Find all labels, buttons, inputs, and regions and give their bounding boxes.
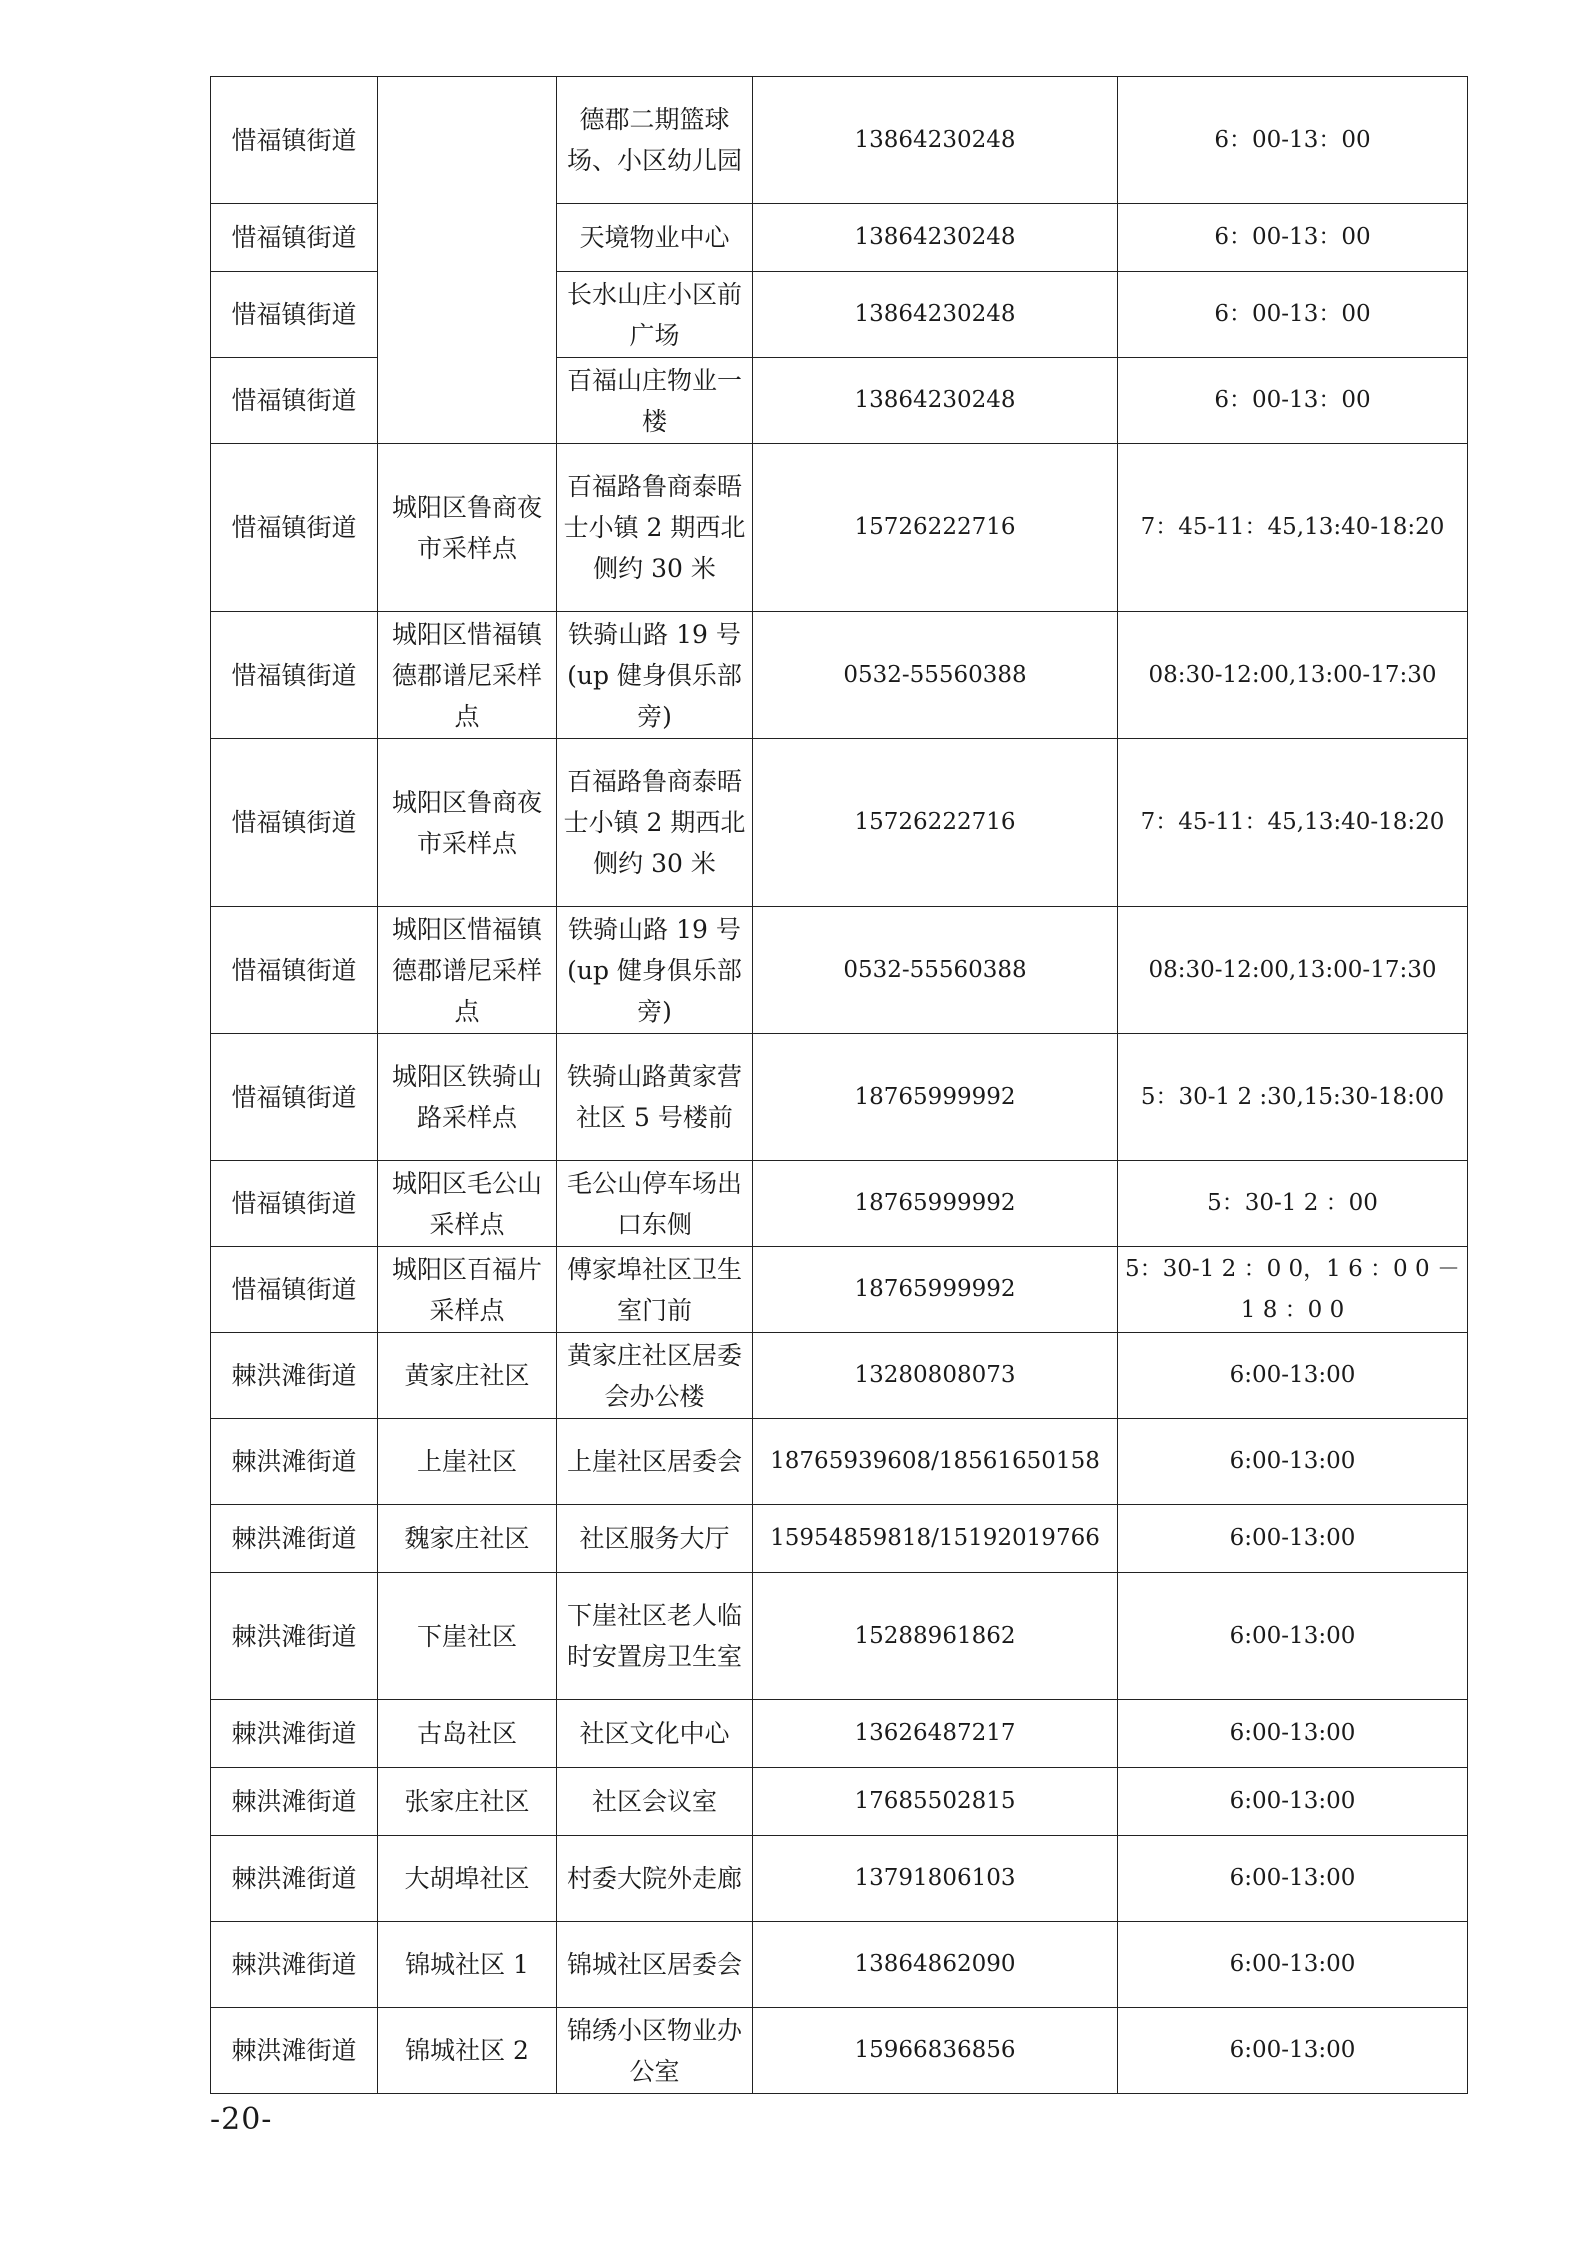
street-cell: 惜福镇街道	[211, 444, 378, 612]
site-name-cell: 上崖社区	[378, 1419, 557, 1505]
table-row	[211, 1505, 1468, 1573]
page-number: -20-	[210, 2102, 273, 2137]
phone-cell: 18765999992	[753, 1034, 1118, 1161]
address-cell: 上崖社区居委会	[557, 1419, 753, 1505]
site-name-cell: 张家庄社区	[378, 1768, 557, 1836]
site-name-cell: 古岛社区	[378, 1700, 557, 1768]
table-row	[211, 1161, 1468, 1247]
hours-cell: 6：00-13：00	[1118, 358, 1468, 444]
address-cell: 村委大院外走廊	[557, 1836, 753, 1922]
hours-cell: 6:00-13:00	[1118, 1836, 1468, 1922]
hours-cell: 6:00-13:00	[1118, 1768, 1468, 1836]
hours-cell: 6:00-13:00	[1118, 1419, 1468, 1505]
hours-cell: 5：30-1 2 ：0 0，1 6 ：0 0 －1 8 ：0 0	[1118, 1247, 1468, 1333]
phone-cell: 13626487217	[753, 1700, 1118, 1768]
address-cell: 黄家庄社区居委会办公楼	[557, 1333, 753, 1419]
address-cell: 铁骑山路黄家营社区 5 号楼前	[557, 1034, 753, 1161]
address-cell: 傅家埠社区卫生室门前	[557, 1247, 753, 1333]
hours-cell: 6:00-13:00	[1118, 1700, 1468, 1768]
site-name-cell: 锦城社区 2	[378, 2008, 557, 2094]
hours-cell: 5：30-1 2 ：00	[1118, 1161, 1468, 1247]
address-cell: 德郡二期篮球场、小区幼儿园	[557, 77, 753, 204]
phone-cell: 0532-55560388	[753, 612, 1118, 739]
hours-cell: 5：30-1 2 :30,15:30-18:00	[1118, 1034, 1468, 1161]
phone-cell: 18765999992	[753, 1161, 1118, 1247]
phone-cell: 13280808073	[753, 1333, 1118, 1419]
site-name-cell: 下崖社区	[378, 1573, 557, 1700]
hours-cell: 08:30-12:00,13:00-17:30	[1118, 612, 1468, 739]
hours-cell: 7：45-11：45,13:40-18:20	[1118, 739, 1468, 907]
street-cell: 棘洪滩街道	[211, 1333, 378, 1419]
street-cell: 棘洪滩街道	[211, 1505, 378, 1573]
street-cell: 棘洪滩街道	[211, 1922, 378, 2008]
hours-cell: 6:00-13:00	[1118, 1505, 1468, 1573]
table-row	[211, 1247, 1468, 1333]
phone-cell: 18765939608/18561650158	[753, 1419, 1118, 1505]
phone-cell: 13864230248	[753, 204, 1118, 272]
street-cell: 惜福镇街道	[211, 272, 378, 358]
site-name-cell: 大胡埠社区	[378, 1836, 557, 1922]
street-cell: 棘洪滩街道	[211, 1768, 378, 1836]
phone-cell: 13864230248	[753, 272, 1118, 358]
street-cell: 惜福镇街道	[211, 907, 378, 1034]
address-cell: 社区文化中心	[557, 1700, 753, 1768]
street-cell: 惜福镇街道	[211, 77, 378, 204]
street-cell: 棘洪滩街道	[211, 1573, 378, 1700]
street-cell: 惜福镇街道	[211, 204, 378, 272]
address-cell: 百福路鲁商泰晤士小镇 2 期西北侧约 30 米	[557, 444, 753, 612]
street-cell: 惜福镇街道	[211, 358, 378, 444]
sampling-sites-table	[210, 76, 1468, 2094]
table-row	[211, 612, 1468, 739]
site-name-cell: 城阳区铁骑山路采样点	[378, 1034, 557, 1161]
table-row	[211, 2008, 1468, 2094]
street-cell: 惜福镇街道	[211, 1247, 378, 1333]
table-row	[211, 1922, 1468, 2008]
address-cell: 社区会议室	[557, 1768, 753, 1836]
phone-cell: 13864862090	[753, 1922, 1118, 2008]
phone-cell: 15726222716	[753, 444, 1118, 612]
hours-cell: 6:00-13:00	[1118, 2008, 1468, 2094]
street-cell: 惜福镇街道	[211, 1161, 378, 1247]
site-name-cell	[378, 77, 557, 444]
address-cell: 百福路鲁商泰晤士小镇 2 期西北侧约 30 米	[557, 739, 753, 907]
site-name-cell: 城阳区鲁商夜市采样点	[378, 444, 557, 612]
site-name-cell: 城阳区惜福镇德郡谱尼采样点	[378, 612, 557, 739]
phone-cell: 15288961862	[753, 1573, 1118, 1700]
site-name-cell: 城阳区鲁商夜市采样点	[378, 739, 557, 907]
phone-cell: 17685502815	[753, 1768, 1118, 1836]
site-name-cell: 城阳区百福片采样点	[378, 1247, 557, 1333]
address-cell: 锦绣小区物业办公室	[557, 2008, 753, 2094]
address-cell: 锦城社区居委会	[557, 1922, 753, 2008]
phone-cell: 0532-55560388	[753, 907, 1118, 1034]
table-body	[211, 77, 1468, 2094]
hours-cell: 08:30-12:00,13:00-17:30	[1118, 907, 1468, 1034]
table-row	[211, 739, 1468, 907]
site-name-cell: 黄家庄社区	[378, 1333, 557, 1419]
table-row	[211, 444, 1468, 612]
table-row	[211, 77, 1468, 204]
site-name-cell: 魏家庄社区	[378, 1505, 557, 1573]
address-cell: 天境物业中心	[557, 204, 753, 272]
phone-cell: 13864230248	[753, 77, 1118, 204]
table-row	[211, 1836, 1468, 1922]
site-name-cell: 城阳区惜福镇德郡谱尼采样点	[378, 907, 557, 1034]
phone-cell: 15966836856	[753, 2008, 1118, 2094]
hours-cell: 7：45-11：45,13:40-18:20	[1118, 444, 1468, 612]
street-cell: 棘洪滩街道	[211, 2008, 378, 2094]
table-row	[211, 1573, 1468, 1700]
street-cell: 惜福镇街道	[211, 1034, 378, 1161]
site-name-cell: 锦城社区 1	[378, 1922, 557, 2008]
hours-cell: 6：00-13：00	[1118, 272, 1468, 358]
table-row	[211, 1768, 1468, 1836]
hours-cell: 6：00-13：00	[1118, 204, 1468, 272]
address-cell: 铁骑山路 19 号(up 健身俱乐部旁)	[557, 612, 753, 739]
address-cell: 毛公山停车场出口东侧	[557, 1161, 753, 1247]
table-row	[211, 907, 1468, 1034]
phone-cell: 15954859818/15192019766	[753, 1505, 1118, 1573]
table-row	[211, 1700, 1468, 1768]
hours-cell: 6：00-13：00	[1118, 77, 1468, 204]
table-row	[211, 1333, 1468, 1419]
street-cell: 惜福镇街道	[211, 612, 378, 739]
phone-cell: 15726222716	[753, 739, 1118, 907]
site-name-cell: 城阳区毛公山采样点	[378, 1161, 557, 1247]
hours-cell: 6:00-13:00	[1118, 1922, 1468, 2008]
street-cell: 棘洪滩街道	[211, 1836, 378, 1922]
street-cell: 棘洪滩街道	[211, 1700, 378, 1768]
hours-cell: 6:00-13:00	[1118, 1333, 1468, 1419]
table-row	[211, 1419, 1468, 1505]
hours-cell: 6:00-13:00	[1118, 1573, 1468, 1700]
phone-cell: 18765999992	[753, 1247, 1118, 1333]
phone-cell: 13864230248	[753, 358, 1118, 444]
street-cell: 棘洪滩街道	[211, 1419, 378, 1505]
address-cell: 百福山庄物业一楼	[557, 358, 753, 444]
street-cell: 惜福镇街道	[211, 739, 378, 907]
table-row	[211, 1034, 1468, 1161]
address-cell: 铁骑山路 19 号(up 健身俱乐部旁)	[557, 907, 753, 1034]
address-cell: 下崖社区老人临时安置房卫生室	[557, 1573, 753, 1700]
phone-cell: 13791806103	[753, 1836, 1118, 1922]
address-cell: 社区服务大厅	[557, 1505, 753, 1573]
address-cell: 长水山庄小区前广场	[557, 272, 753, 358]
